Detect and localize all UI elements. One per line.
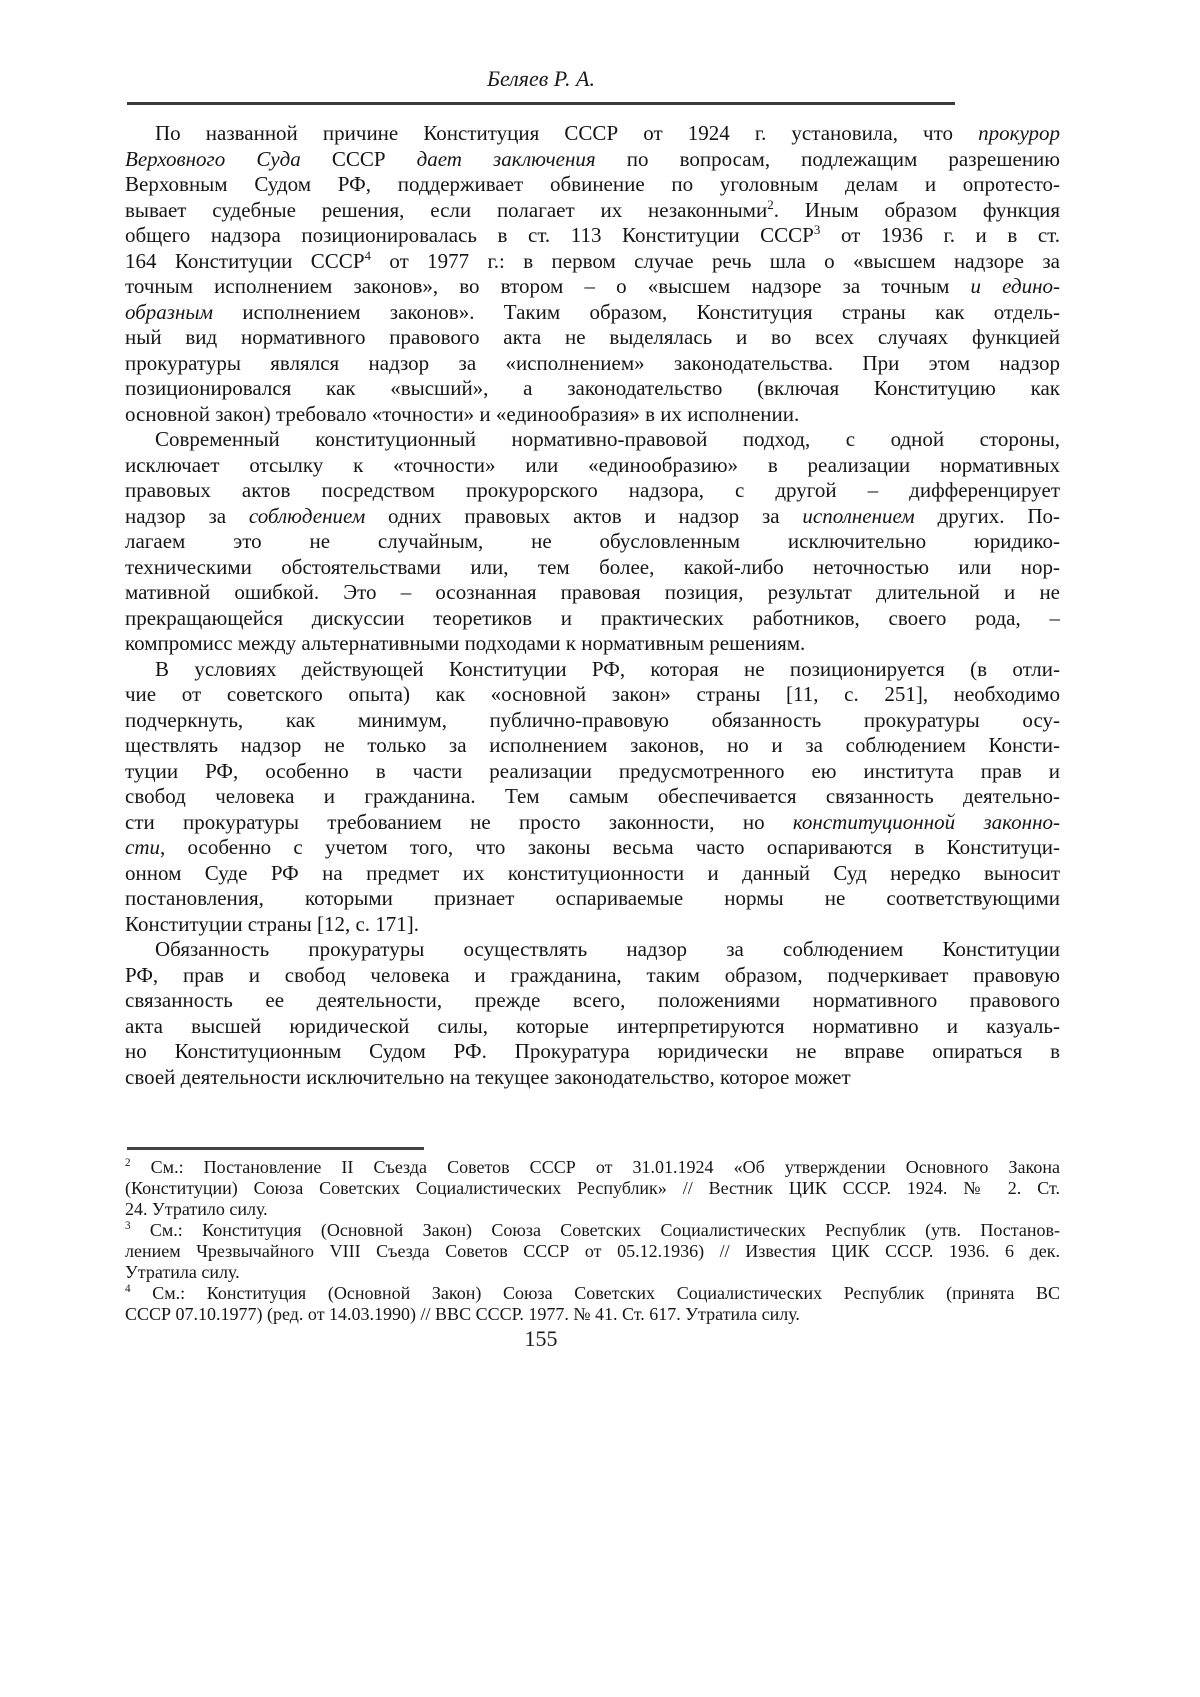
text-run: и едино- <box>970 274 1060 298</box>
text-line <box>125 631 1060 657</box>
text-line <box>125 784 1060 810</box>
text-run: своей деятельности исключительно на текущее законодательство, которое может <box>125 1064 851 1089</box>
text-run: туции РФ, особенно в части реализации предусмотренного ею института прав и <box>125 758 1060 783</box>
text-line <box>125 861 1060 887</box>
text-line <box>125 1065 1060 1091</box>
text-line <box>125 325 1060 351</box>
text-line <box>125 1199 1060 1220</box>
text-run: правовых актов посредством прокурорского надзора, с другой – дифференцирует <box>125 478 1060 502</box>
text-run: ный вид нормативного правового акта не выделялась и во всех случаях функцией <box>125 325 1060 349</box>
text-run: РФ, прав и свобод человека и гражданина, таким образом, подчеркивает правовую <box>125 962 1060 987</box>
text-run: свобод человека и гражданина. Тем самым обеспечивается связанность деятельно- <box>125 784 1060 808</box>
footnote-ref: 2 <box>125 1157 131 1169</box>
text-line <box>125 121 1060 147</box>
text-line <box>125 172 1060 198</box>
text-run: образным <box>125 299 214 324</box>
footnote-ref: 2 <box>767 196 774 212</box>
text-run: позиционировался как «высший», а законодательство (включая Конституцию как <box>125 376 1060 400</box>
text-run: исполнением законов». Таким образом, Конституция страны как отдель- <box>213 299 1060 324</box>
header-rule <box>127 102 955 105</box>
text-run: от 1977 г.: в первом случае речь шла о «высшем надзоре за <box>371 248 1060 273</box>
text-run: постановления, которыми признает оспариваемые нормы не соответствующими <box>125 886 1060 910</box>
text-run: См.: Постановление II Съезда Советов СССР от 31.01.1924 «Об утверждении Основного Закона <box>130 1157 1060 1177</box>
text-run: точным исполнением законов», во втором – о «высшем надзоре за точным <box>125 274 971 298</box>
text-run: СССР <box>300 146 417 171</box>
text-run: сти прокуратуры требованием не просто законности, но <box>125 809 793 834</box>
text-run: сти <box>125 835 160 859</box>
text-line <box>125 580 1060 606</box>
text-run: (Конституции) Союза Советских Социалистических Республик» // Вестник ЦИК СССР. 1924. № 2. Ст. <box>125 1178 1060 1198</box>
text-run: акта высшей юридической силы, которые интерпретируются нормативно и казуаль- <box>125 1013 1060 1038</box>
text-line <box>125 1241 1060 1262</box>
text-run: Обязанность прокуратуры осуществлять надзор за соблюдением Конституции <box>155 937 1060 961</box>
text-run: общего надзора позиционировалась в ст. 113 Конституции СССР <box>125 223 814 247</box>
text-run: одних правовых актов и надзор за <box>365 503 803 528</box>
text-run: по вопросам, подлежащим разрешению <box>595 146 1060 171</box>
text-line <box>125 198 1060 224</box>
text-line <box>125 1178 1060 1199</box>
text-run: чие от советского опыта) как «основной закон» страны [11, с. 251], необходимо <box>125 682 1060 706</box>
text-line <box>125 249 1060 275</box>
text-line <box>125 300 1060 326</box>
text-run: СССР 07.10.1977) (ред. от 14.03.1990) // ВВС СССР. 1977. № 41. Ст. 617. Утратила силу. <box>125 1304 800 1324</box>
text-run: техническими обстоятельствами или, тем более, какой-либо неточностью или нор- <box>125 554 1060 579</box>
text-line <box>125 657 1060 683</box>
text-line <box>125 708 1060 734</box>
text-line <box>125 453 1060 479</box>
text-line <box>125 759 1060 785</box>
text-line <box>125 1304 1060 1325</box>
text-line <box>125 937 1060 963</box>
article-body <box>125 121 1060 1090</box>
text-line <box>125 274 1060 300</box>
text-run: других. По- <box>914 503 1060 528</box>
paragraph <box>125 657 1060 938</box>
text-run: исполнением <box>802 503 915 528</box>
text-line <box>125 529 1060 555</box>
text-line <box>125 147 1060 173</box>
text-run: исключает отсылку к «точности» или «единообразию» в реализации нормативных <box>125 452 1060 477</box>
text-run: ществлять надзор не только за исполнением законов, но и за соблюдением Консти- <box>125 733 1060 757</box>
text-run: Современный конституционный нормативно-правовой подход, с одной стороны, <box>155 427 1060 451</box>
text-run: мативной ошибкой. Это – осознанная правовая позиция, результат длительной и не <box>125 580 1060 604</box>
text-line <box>125 223 1060 249</box>
text-run: онном Суде РФ на предмет их конституционности и данный Суд нередко выносит <box>125 860 1060 885</box>
footnotes <box>125 1157 1060 1325</box>
text-line <box>125 504 1060 530</box>
paragraph <box>125 121 1060 427</box>
text-run: конституционной законно- <box>792 809 1060 834</box>
paragraph <box>125 427 1060 657</box>
text-run: Верховным Судом РФ, поддерживает обвинение по уголовным делам и опротесто- <box>125 172 1060 196</box>
text-run: компромисс между альтернативными подходами к нормативным решениям. <box>125 631 806 655</box>
running-head: Беляев Р. А. <box>486 66 595 91</box>
text-run: В условиях действующей Конституции РФ, которая не позиционируется (в отли- <box>155 656 1060 681</box>
footnote <box>125 1283 1060 1325</box>
text-line <box>125 427 1060 453</box>
text-line <box>125 1220 1060 1241</box>
paragraph <box>125 937 1060 1090</box>
text-line <box>125 810 1060 836</box>
text-line <box>125 351 1060 377</box>
text-run: См.: Конституция (Основной Закон) Союза Советских Социалистических Республик (утв. Постанов- <box>130 1220 1060 1240</box>
text-line <box>125 963 1060 989</box>
text-line <box>125 1283 1060 1304</box>
text-run: надзор за <box>125 503 249 528</box>
text-line <box>125 1014 1060 1040</box>
text-run: лением Чрезвычайного VIII Съезда Советов СССР от 05.12.1936) // Известия ЦИК СССР. 1936. 6 дек. <box>125 1241 1060 1261</box>
text-line <box>125 555 1060 581</box>
text-line <box>125 912 1060 938</box>
text-run: лагаем это не случайным, не обусловленным исключительно юридико- <box>125 529 1060 553</box>
text-run: , особенно с учетом того, что законы весьма часто оспариваются в Конституци- <box>160 835 1060 859</box>
text-line <box>125 886 1060 912</box>
text-line <box>125 682 1060 708</box>
text-run: от 1936 г. и в ст. <box>820 223 1060 247</box>
text-run: См.: Конституция (Основной Закон) Союза Советских Социалистических Республик (принята ВС <box>130 1283 1060 1303</box>
text-run: Утратила силу. <box>125 1262 240 1282</box>
footnote <box>125 1220 1060 1283</box>
text-run: связанность ее деятельности, прежде всего, положениями нормативного правового <box>125 988 1060 1012</box>
text-line <box>125 478 1060 504</box>
text-run: . Иным образом функция <box>773 197 1060 222</box>
footnote <box>125 1157 1060 1220</box>
text-run: основной закон) требовало «точности» и «единообразия» в их исполнении. <box>125 401 800 426</box>
text-line <box>125 1039 1060 1065</box>
text-run: Верховного Суда <box>125 146 301 171</box>
text-run: 164 Конституции СССР <box>125 248 365 273</box>
text-run: По названной причине Конституция СССР от 1924 г. установила, что <box>155 121 979 145</box>
text-run: соблюдением <box>248 503 366 528</box>
text-run: Конституции страны [12, с. 171]. <box>125 911 420 936</box>
text-line <box>125 988 1060 1014</box>
text-line <box>125 606 1060 632</box>
text-run: прокуратуры являлся надзор за «исполнением» законодательства. При этом надзор <box>125 350 1060 375</box>
text-line <box>125 1262 1060 1283</box>
text-line <box>125 835 1060 861</box>
text-run: подчеркнуть, как минимум, публично-правовую обязанность прокуратуры осу- <box>125 707 1060 732</box>
text-line <box>125 733 1060 759</box>
footnote-ref: 4 <box>125 1283 131 1295</box>
text-run: вывает судебные решения, если полагает их незаконными <box>125 197 768 222</box>
text-run: прокурор <box>978 121 1060 145</box>
text-line <box>125 402 1060 428</box>
footnote-ref: 3 <box>125 1220 131 1232</box>
text-line <box>125 376 1060 402</box>
text-run: 24. Утратило силу. <box>125 1199 268 1219</box>
text-run: дает заключения <box>416 146 596 171</box>
page-number: 155 <box>524 1326 558 1351</box>
text-run: но Конституционным Судом РФ. Прокуратура юридически не вправе опираться в <box>125 1039 1060 1063</box>
text-line <box>125 1157 1060 1178</box>
footnote-ref: 3 <box>813 222 821 237</box>
footnote-separator <box>127 1147 424 1150</box>
text-run: прекращающейся дискуссии теоретиков и практических работников, своего рода, – <box>125 605 1060 630</box>
footnote-ref: 4 <box>364 247 372 263</box>
